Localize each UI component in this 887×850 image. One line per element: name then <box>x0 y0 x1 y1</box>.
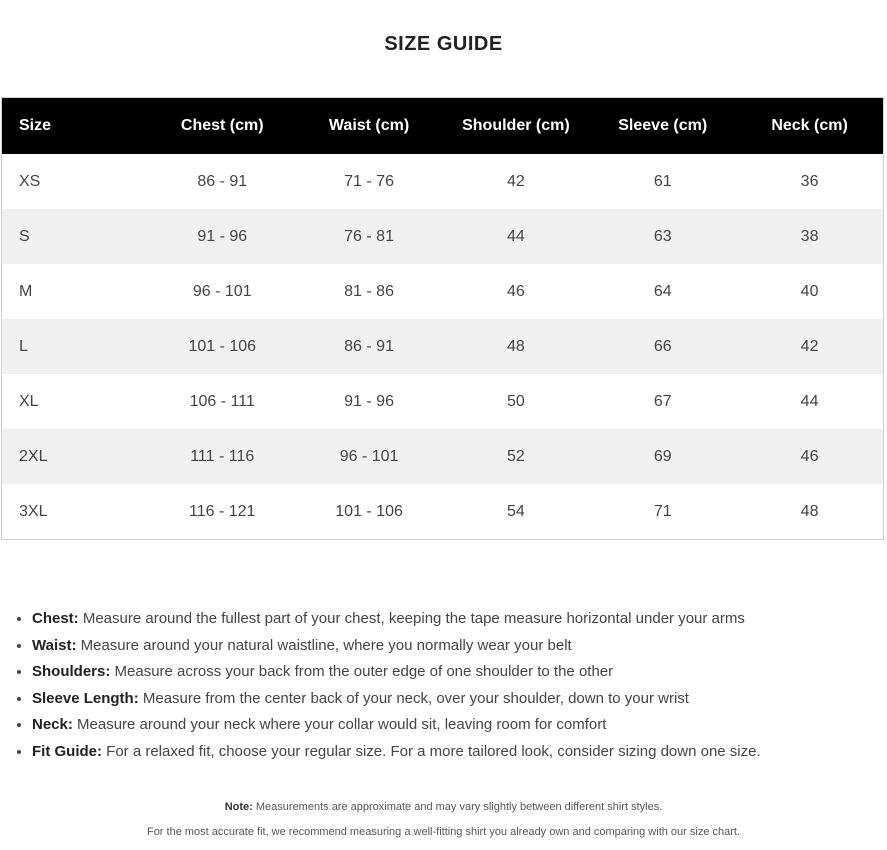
cell-waist: 86 - 91 <box>344 337 394 355</box>
cell-waist: 91 - 96 <box>344 392 394 410</box>
cell-waist: 81 - 86 <box>344 282 394 300</box>
cell-waist: 71 - 76 <box>344 172 394 190</box>
footnote <box>0 800 887 850</box>
cell-sleeve: 61 <box>653 172 672 190</box>
cell-size: 2XL <box>19 447 48 465</box>
tip-label: Waist: <box>32 636 77 654</box>
cell-shoulder: 52 <box>507 447 525 465</box>
tip-label: Sleeve Length: <box>32 689 139 707</box>
cell-neck: 42 <box>800 337 819 355</box>
header-size: Size <box>19 117 52 134</box>
tip-label: Chest: <box>32 610 79 627</box>
header-sleeve: Sleeve (cm) <box>618 117 708 134</box>
tip-sleeve-length <box>32 686 761 713</box>
tip-label: Fit Guide: <box>32 742 102 760</box>
tip-chest <box>32 606 761 633</box>
header-shoulder: Shoulder (cm) <box>462 117 570 134</box>
table-row <box>2 154 883 209</box>
cell-size: L <box>19 337 28 355</box>
note-line-2: For the most accurate fit, we recommend measuring a well-fitting shirt you already own and comparing with our size chart. <box>146 826 741 838</box>
cell-neck: 46 <box>800 447 819 465</box>
cell-shoulder: 50 <box>507 392 525 410</box>
tip-neck <box>32 712 761 739</box>
note-label: Note: <box>224 801 253 813</box>
cell-waist: 96 - 101 <box>339 447 399 465</box>
cell-sleeve: 64 <box>653 282 672 300</box>
cell-chest: 86 - 91 <box>197 172 248 190</box>
cell-shoulder: 42 <box>507 172 525 190</box>
cell-chest: 111 - 116 <box>190 447 255 465</box>
note-line-1 <box>0 800 887 815</box>
table-row <box>2 429 883 484</box>
cell-chest: 96 - 101 <box>192 282 252 300</box>
cell-sleeve: 67 <box>653 392 672 410</box>
cell-neck: 48 <box>800 502 819 520</box>
cell-size: 3XL <box>19 502 48 520</box>
cell-chest: 91 - 96 <box>197 227 248 245</box>
cell-size: M <box>19 282 33 300</box>
cell-chest: 106 - 111 <box>189 392 255 410</box>
header-neck: Neck (cm) <box>771 117 848 134</box>
tip-text: Measure around the fullest part of your chest, keeping the tape measure horizontal under your arms <box>78 610 745 627</box>
cell-waist: 76 - 81 <box>344 227 394 245</box>
cell-size: XL <box>19 392 39 410</box>
cell-waist: 101 - 106 <box>335 502 403 520</box>
cell-sleeve: 69 <box>653 447 672 465</box>
cell-chest: 101 - 106 <box>188 337 257 355</box>
tip-label: Neck: <box>32 716 73 734</box>
table-row <box>2 484 883 539</box>
cell-size: XS <box>19 172 41 190</box>
cell-shoulder: 54 <box>507 502 525 520</box>
page-title: SIZE GUIDE <box>384 33 503 56</box>
cell-chest: 116 - 121 <box>189 502 256 520</box>
tip-text: Measure from the center back of your neck, over your shoulder, down to your wrist <box>138 689 689 707</box>
cell-neck: 38 <box>800 227 819 245</box>
tip-text: Measure across your back from the outer edge of one shoulder to the other <box>110 663 614 681</box>
cell-size: S <box>19 227 30 245</box>
table-row <box>2 209 883 264</box>
size-table <box>1 97 884 540</box>
tip-text: Measure around your neck where your collar would sit, leaving room for comfort <box>72 716 607 734</box>
cell-shoulder: 48 <box>507 337 525 355</box>
table-row <box>2 319 883 374</box>
cell-sleeve: 66 <box>653 337 672 355</box>
tip-text: For a relaxed fit, choose your regular size. For a more tailored look, consider sizing down one size. <box>102 742 761 760</box>
note-text: Measurements are approximate and may vary slightly between different shirt styles. <box>252 801 663 813</box>
tip-label: Shoulders: <box>32 663 111 681</box>
cell-sleeve: 71 <box>653 502 672 520</box>
cell-shoulder: 44 <box>507 227 525 245</box>
cell-neck: 40 <box>800 282 819 300</box>
table-row <box>2 264 883 319</box>
cell-neck: 44 <box>800 392 819 410</box>
table-header-row <box>2 98 883 154</box>
table-row <box>2 374 883 429</box>
tip-text: Measure around your natural waistline, where you normally wear your belt <box>76 636 572 654</box>
cell-shoulder: 46 <box>507 282 525 300</box>
cell-neck: 36 <box>800 172 819 190</box>
header-chest: Chest (cm) <box>180 117 264 134</box>
measurement-tips-list <box>0 606 761 766</box>
cell-sleeve: 63 <box>653 227 672 245</box>
tip-waist <box>32 633 761 660</box>
header-waist: Waist (cm) <box>328 117 410 134</box>
tip-fit-guide <box>32 739 761 766</box>
tip-shoulders <box>32 659 761 686</box>
